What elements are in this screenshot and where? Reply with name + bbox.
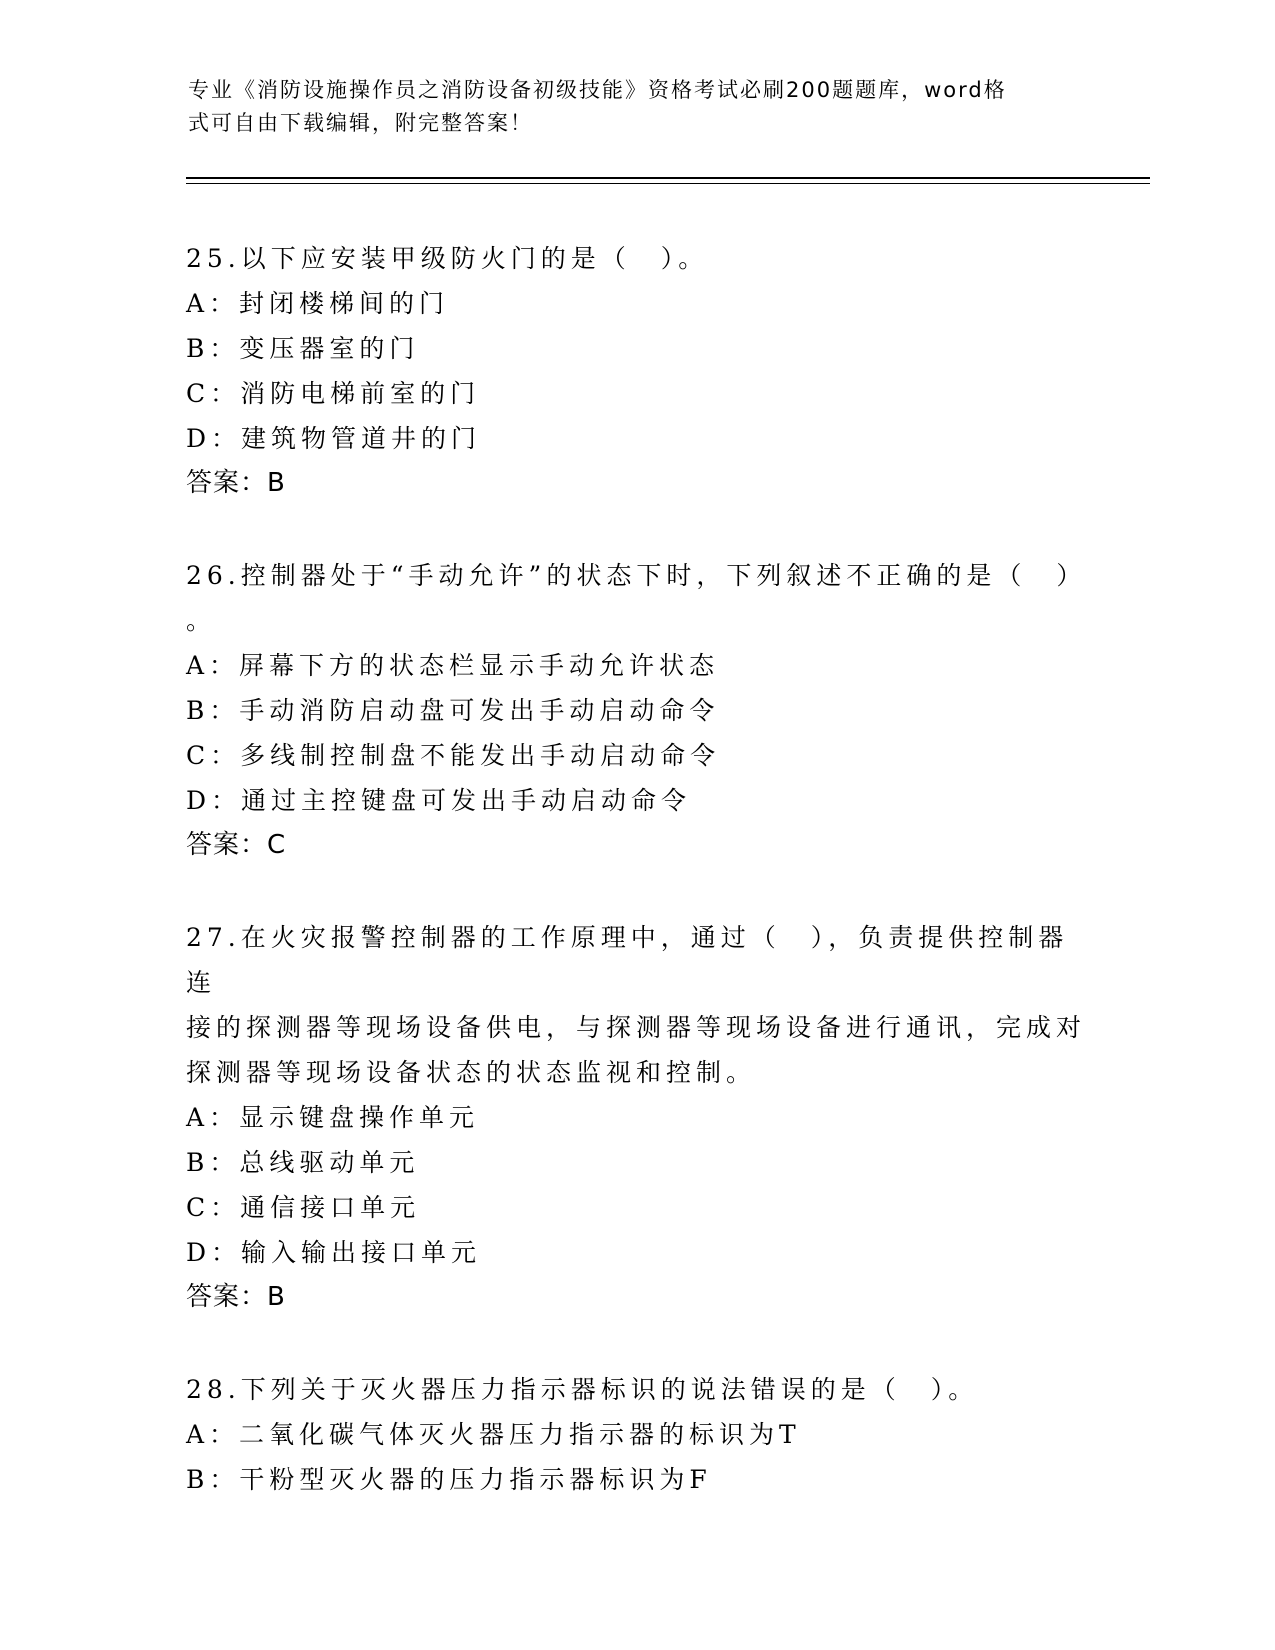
- header-divider-thick: [186, 177, 1150, 179]
- option-d: D：建筑物管道井的门: [186, 424, 482, 453]
- question-stem: 28.下列关于灭火器压力指示器标识的说法错误的是（ ）。: [186, 1375, 979, 1404]
- option-a: A：显示键盘操作单元: [186, 1103, 480, 1132]
- question-stem-continued: 。: [186, 606, 217, 635]
- header-line-1: 专业《消防设施操作员之消防设备初级技能》资格考试必刷200题题库，word格: [188, 78, 1007, 102]
- answer-line: 答案：C: [186, 830, 287, 860]
- question-stem-continued: 探测器等现场设备状态的状态监视和控制。: [186, 1058, 757, 1087]
- header-divider-thin: [186, 183, 1150, 184]
- option-d: D：输入输出接口单元: [186, 1238, 482, 1267]
- question-stem-continued: 接的探测器等现场设备供电，与探测器等现场设备进行通讯，完成对: [186, 1013, 1087, 1042]
- option-b: B：总线驱动单元: [186, 1148, 420, 1177]
- question-stem: 25.以下应安装甲级防火门的是（ ）。: [186, 244, 709, 273]
- question-stem: 27.在火灾报警控制器的工作原理中，通过（ ），负责提供控制器连: [186, 923, 1069, 997]
- question-28: [186, 1367, 1086, 1502]
- question-26: [186, 553, 1086, 868]
- document-header: [188, 74, 1088, 140]
- option-a: A：二氧化碳气体灭火器压力指示器的标识为T: [186, 1420, 801, 1449]
- header-line-2: 式可自由下载编辑，附完整答案！: [188, 111, 533, 135]
- option-a: A：封闭楼梯间的门: [186, 289, 450, 318]
- question-25: [186, 236, 1086, 506]
- answer-line: 答案：B: [186, 1282, 286, 1312]
- question-list: [186, 236, 1086, 1549]
- option-d: D：通过主控键盘可发出手动启动命令: [186, 786, 692, 815]
- option-b: B：变压器室的门: [186, 334, 420, 363]
- question-27: [186, 915, 1086, 1320]
- answer-line: 答案：B: [186, 468, 286, 498]
- option-a: A：屏幕下方的状态栏显示手动允许状态: [186, 651, 720, 680]
- option-c: C：多线制控制盘不能发出手动启动命令: [186, 741, 721, 770]
- option-b: B：干粉型灭火器的压力指示器标识为F: [186, 1465, 712, 1494]
- option-c: C：通信接口单元: [186, 1193, 421, 1222]
- option-c: C：消防电梯前室的门: [186, 379, 481, 408]
- question-stem: 26.控制器处于“手动允许”的状态下时，下列叙述不正确的是（ ）: [186, 561, 1087, 590]
- option-b: B：手动消防启动盘可发出手动启动命令: [186, 696, 720, 725]
